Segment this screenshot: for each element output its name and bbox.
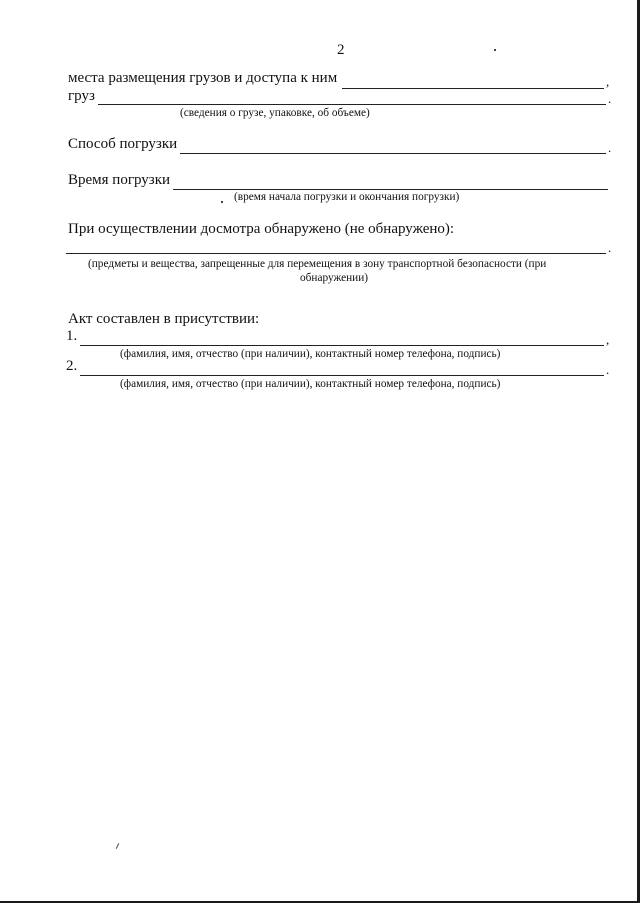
page-number: 2 [337, 42, 345, 58]
field-hint: (сведения о грузе, упаковке, об объеме) [180, 107, 370, 119]
punctuation: . [606, 362, 610, 377]
witness-number: 1. [66, 328, 78, 344]
punctuation: . [608, 140, 612, 155]
field-hint-continued: обнаружении) [300, 272, 369, 284]
field-label: При осуществлении досмотра обнаружено (не обнаружено): [68, 221, 455, 237]
scan-mark [116, 843, 119, 849]
scan-speck [221, 201, 223, 203]
fill-line[interactable] [80, 345, 604, 346]
punctuation: , [606, 74, 610, 89]
fill-line[interactable] [80, 375, 604, 376]
fill-line[interactable] [342, 88, 604, 89]
fill-line[interactable] [66, 253, 606, 254]
fill-line[interactable] [98, 104, 606, 105]
field-label: места размещения грузов и доступа к ним [68, 70, 338, 86]
fill-line[interactable] [173, 189, 608, 190]
punctuation: . [608, 91, 612, 106]
field-hint: (фамилия, имя, отчество (при наличии), контактный номер телефона, подпись) [120, 348, 501, 360]
section-heading: Акт составлен в присутствии: [68, 311, 260, 327]
punctuation: . [608, 240, 612, 255]
scan-speck [494, 49, 496, 51]
field-label: Время погрузки [68, 172, 171, 188]
field-label: груз [68, 88, 95, 104]
field-label: Способ погрузки [68, 136, 178, 152]
field-hint: (время начала погрузки и окончания погрузки) [234, 191, 460, 203]
fill-line[interactable] [180, 153, 606, 154]
witness-number: 2. [66, 358, 78, 374]
punctuation: , [606, 332, 610, 347]
field-hint: (фамилия, имя, отчество (при наличии), контактный номер телефона, подпись) [120, 378, 501, 390]
field-hint: (предметы и вещества, запрещенные для перемещения в зону транспортной безопасности (при [88, 258, 547, 270]
